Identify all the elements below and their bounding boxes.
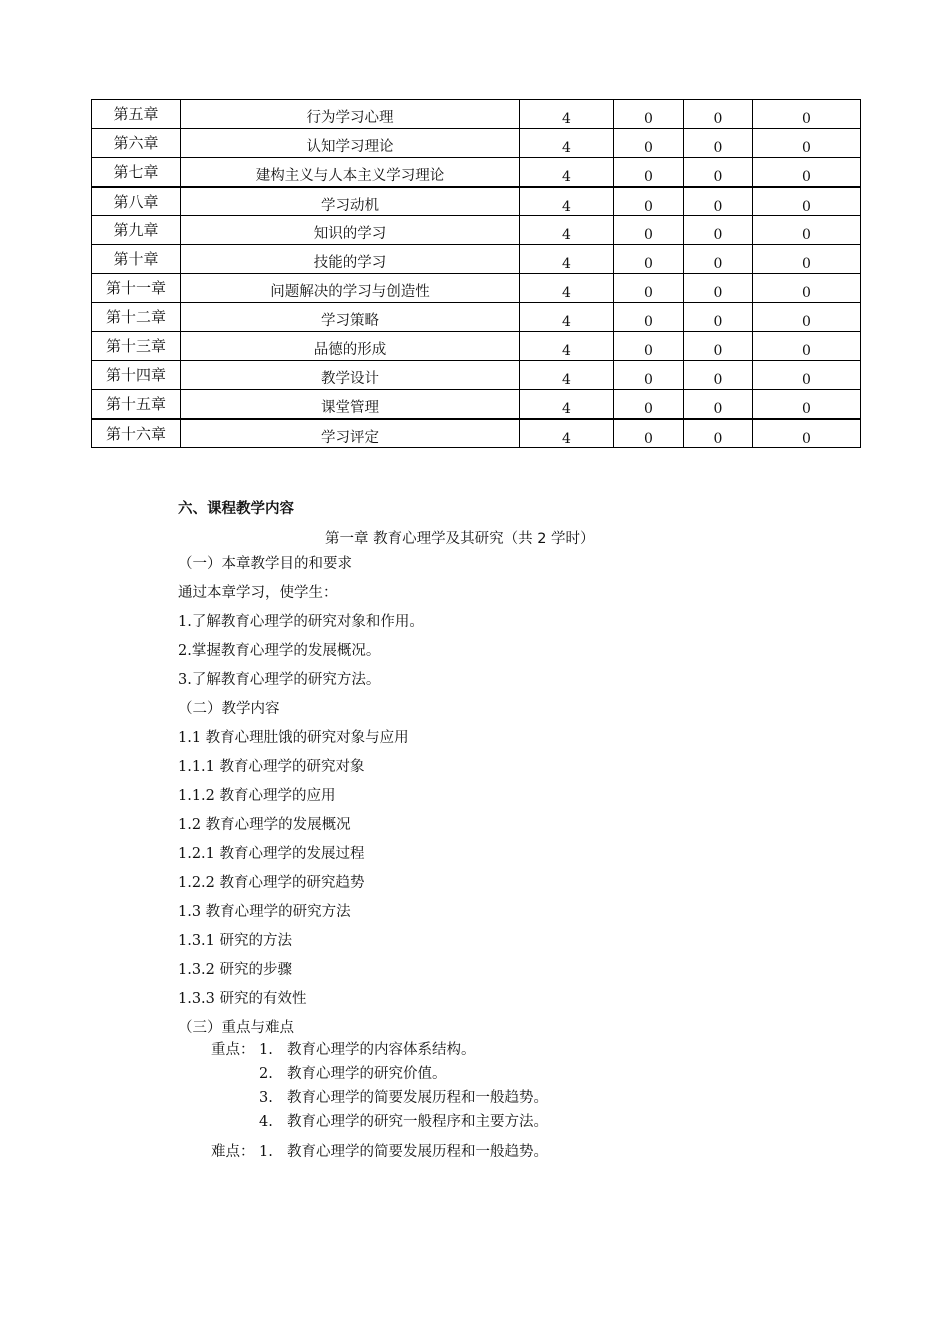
topic-cell: 技能的学习: [181, 245, 520, 274]
hours-cell: 0: [753, 158, 861, 187]
outline-item: 1.3.1 研究的方法: [178, 933, 293, 949]
hours-cell: 0: [684, 274, 753, 303]
hours-cell: 4: [520, 129, 614, 158]
item-text: 教育心理学的内容体系结构。: [287, 1042, 476, 1058]
hours-cell: 0: [684, 158, 753, 187]
table-row: [92, 216, 861, 245]
table-row: [92, 390, 861, 419]
subsection-heading: （三）重点与难点: [178, 1020, 294, 1036]
hours-cell: 0: [614, 158, 684, 187]
paragraph: 通过本章学习，使学生：: [178, 585, 338, 601]
item-text: 教育心理学的简要发展历程和一般趋势。: [287, 1090, 548, 1106]
item-number: 2.: [259, 1066, 273, 1082]
topic-cell: 学习动机: [181, 187, 520, 216]
hours-cell: 0: [753, 361, 861, 390]
item-number: 1.: [259, 1144, 273, 1160]
key-point-row: [211, 1088, 548, 1112]
hours-cell: 4: [520, 100, 614, 129]
hours-cell: 0: [614, 361, 684, 390]
hours-cell: 0: [614, 303, 684, 332]
key-difficult-points: [211, 1040, 548, 1166]
section-title: 六、课程教学内容: [178, 501, 294, 517]
table-row: [92, 419, 861, 448]
item-number: 4.: [259, 1114, 273, 1130]
hours-cell: 4: [520, 245, 614, 274]
outline-item: 1.3.2 研究的步骤: [178, 962, 293, 978]
outline-item: 1.1 教育心理肚饿的研究对象与应用: [178, 730, 409, 746]
item-text: 教育心理学的研究价值。: [287, 1066, 447, 1082]
hours-cell: 4: [520, 419, 614, 448]
item-number: 3.: [259, 1090, 273, 1106]
table-row: [92, 303, 861, 332]
outline-item: 1.2.1 教育心理学的发展过程: [178, 846, 365, 862]
hours-cell: 0: [684, 419, 753, 448]
chapter-cell: 第九章: [92, 216, 181, 245]
chapter-cell: 第八章: [92, 187, 181, 216]
item-text: 教育心理学的简要发展历程和一般趋势。: [287, 1144, 548, 1160]
hours-cell: 0: [614, 245, 684, 274]
table-row: [92, 332, 861, 361]
outline-item: 1.2.2 教育心理学的研究趋势: [178, 875, 365, 891]
table-row: [92, 187, 861, 216]
hours-cell: 0: [614, 100, 684, 129]
hours-cell: 0: [684, 187, 753, 216]
table-row: [92, 274, 861, 303]
table-row: [92, 158, 861, 187]
hours-cell: 0: [614, 216, 684, 245]
chapter-title: 第一章 教育心理学及其研究（共 2 学时）: [325, 531, 595, 547]
difficult-point-row: [211, 1142, 548, 1166]
key-points-label: 重点：: [211, 1042, 255, 1058]
chapter-cell: 第十二章: [92, 303, 181, 332]
subsection-heading: （一）本章教学目的和要求: [178, 556, 352, 572]
item-text: 教育心理学的研究一般程序和主要方法。: [287, 1114, 548, 1130]
hours-cell: 4: [520, 187, 614, 216]
table-row: [92, 129, 861, 158]
hours-cell: 4: [520, 332, 614, 361]
hours-cell: 0: [753, 390, 861, 419]
hours-cell: 0: [753, 303, 861, 332]
hours-cell: 4: [520, 390, 614, 419]
outline-item: 1.1.1 教育心理学的研究对象: [178, 759, 365, 775]
chapter-cell: 第十三章: [92, 332, 181, 361]
hours-cell: 0: [684, 216, 753, 245]
table-row: [92, 245, 861, 274]
hours-cell: 0: [753, 129, 861, 158]
item-number: 1.: [259, 1042, 273, 1058]
hours-cell: 0: [684, 303, 753, 332]
difficult-points-label: 难点：: [211, 1144, 255, 1160]
chapter-cell: 第十六章: [92, 419, 181, 448]
hours-cell: 4: [520, 216, 614, 245]
hours-cell: 4: [520, 274, 614, 303]
outline-item: 1.2 教育心理学的发展概况: [178, 817, 351, 833]
hours-cell: 0: [614, 390, 684, 419]
hours-cell: 0: [614, 332, 684, 361]
list-item: 1.了解教育心理学的研究对象和作用。: [178, 614, 424, 630]
hours-cell: 0: [614, 419, 684, 448]
topic-cell: 学习策略: [181, 303, 520, 332]
hours-cell: 0: [753, 245, 861, 274]
topic-cell: 行为学习心理: [181, 100, 520, 129]
hours-cell: 0: [614, 129, 684, 158]
chapter-cell: 第十五章: [92, 390, 181, 419]
chapter-content: [178, 554, 424, 1047]
hours-cell: 0: [753, 216, 861, 245]
outline-item: 1.3.3 研究的有效性: [178, 991, 307, 1007]
chapter-cell: 第六章: [92, 129, 181, 158]
class-hours-table: [91, 99, 861, 448]
outline-item: 1.3 教育心理学的研究方法: [178, 904, 351, 920]
hours-cell: 4: [520, 158, 614, 187]
hours-cell: 0: [684, 100, 753, 129]
list-item: 3.了解教育心理学的研究方法。: [178, 672, 381, 688]
hours-cell: 0: [684, 361, 753, 390]
hours-cell: 4: [520, 361, 614, 390]
list-item: 2.掌握教育心理学的发展概况。: [178, 643, 381, 659]
hours-cell: 0: [684, 390, 753, 419]
hours-cell: 0: [753, 419, 861, 448]
hours-cell: 0: [753, 100, 861, 129]
table-row: [92, 100, 861, 129]
topic-cell: 学习评定: [181, 419, 520, 448]
hours-cell: 4: [520, 303, 614, 332]
topic-cell: 问题解决的学习与创造性: [181, 274, 520, 303]
key-point-row: [211, 1112, 548, 1136]
chapter-cell: 第十四章: [92, 361, 181, 390]
hours-cell: 0: [684, 245, 753, 274]
topic-cell: 知识的学习: [181, 216, 520, 245]
chapter-cell: 第十一章: [92, 274, 181, 303]
hours-cell: 0: [684, 129, 753, 158]
key-point-row: [211, 1064, 548, 1088]
hours-cell: 0: [614, 274, 684, 303]
table-row: [92, 361, 861, 390]
topic-cell: 教学设计: [181, 361, 520, 390]
topic-cell: 课堂管理: [181, 390, 520, 419]
topic-cell: 建构主义与人本主义学习理论: [181, 158, 520, 187]
hours-cell: 0: [753, 187, 861, 216]
outline-item: 1.1.2 教育心理学的应用: [178, 788, 336, 804]
subsection-heading: （二）教学内容: [178, 701, 280, 717]
hours-cell: 0: [753, 274, 861, 303]
hours-cell: 0: [684, 332, 753, 361]
chapter-cell: 第五章: [92, 100, 181, 129]
chapter-cell: 第七章: [92, 158, 181, 187]
hours-cell: 0: [614, 187, 684, 216]
topic-cell: 品德的形成: [181, 332, 520, 361]
key-point-row: [211, 1040, 548, 1064]
hours-cell: 0: [753, 332, 861, 361]
topic-cell: 认知学习理论: [181, 129, 520, 158]
chapter-cell: 第十章: [92, 245, 181, 274]
